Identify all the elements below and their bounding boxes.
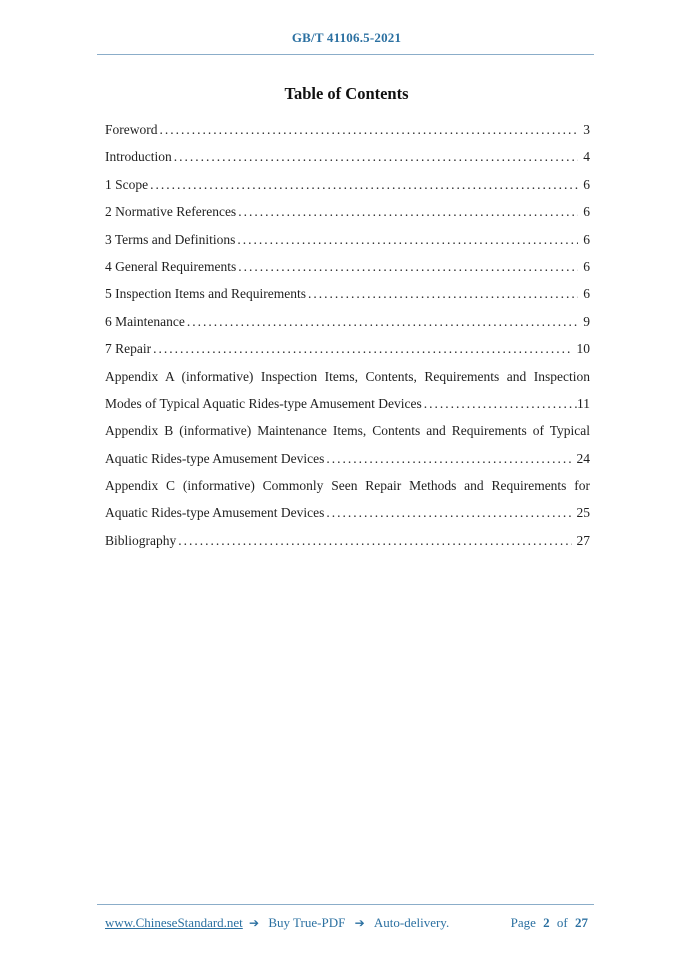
toc-entry-appendix-c-line1: Appendix C (informative) Commonly Seen Repair Methods and Requirements for — [105, 478, 590, 494]
of-label: of — [556, 915, 568, 930]
toc-page-number: 6 — [583, 258, 590, 274]
toc-entry-label: Modes of Typical Aquatic Rides-type Amusement Devices — [105, 395, 422, 411]
toc-entry-appendix-c-line2 — [105, 499, 590, 526]
footer-site-link[interactable]: www.ChineseStandard.net — [105, 915, 243, 930]
toc-entry-introduction — [105, 143, 590, 170]
dot-leader — [160, 116, 579, 143]
footer-delivery-text: Auto-delivery. — [373, 915, 450, 930]
toc-entry-label: 7 Repair — [105, 341, 152, 357]
toc-page-number: 10 — [576, 341, 590, 357]
toc-entry-appendix-b-line1: Appendix B (informative) Maintenance Items, Contents and Requirements of Typical — [105, 423, 590, 439]
footer-divider — [97, 904, 594, 905]
toc-page-number: 9 — [583, 313, 590, 329]
toc-entry-appendix-a-line2 — [105, 390, 590, 417]
toc-page-number: 6 — [583, 231, 590, 247]
toc-entry-label: 5 Inspection Items and Requirements — [105, 286, 306, 302]
toc-entry-label: Aquatic Rides-type Amusement Devices — [105, 450, 325, 466]
dot-leader — [187, 308, 578, 335]
footer — [105, 915, 590, 931]
dot-leader — [308, 280, 578, 307]
header-divider — [97, 54, 594, 55]
toc-page-number: 6 — [583, 286, 590, 302]
toc-entry-label: 6 Maintenance — [105, 313, 185, 329]
dot-leader — [238, 198, 578, 225]
toc-entry-label: Introduction — [105, 149, 172, 165]
toc-page-number: 6 — [583, 204, 590, 220]
page-total: 27 — [575, 915, 588, 930]
toc-entry-label: Foreword — [105, 122, 158, 137]
toc-entry-label: Bibliography — [105, 532, 177, 548]
toc-entry-label: 1 Scope — [105, 176, 149, 192]
arrow-right-icon: ➔ — [354, 916, 365, 930]
table-of-contents — [105, 116, 590, 554]
toc-entry-label: 4 General Requirements — [105, 258, 237, 274]
toc-entry-label: 3 Terms and Definitions — [105, 231, 236, 247]
toc-page-number: 3 — [583, 122, 590, 137]
dot-leader — [174, 143, 579, 170]
dot-leader — [153, 335, 571, 362]
toc-page-number: 6 — [583, 176, 590, 192]
toc-page-number: 25 — [576, 505, 590, 521]
toc-page-number: 11 — [577, 395, 590, 411]
toc-entry-label: Aquatic Rides-type Amusement Devices — [105, 505, 325, 521]
toc-page-number: 4 — [583, 149, 590, 165]
dot-leader — [326, 499, 571, 526]
dot-leader — [424, 390, 577, 417]
dot-leader — [237, 226, 578, 253]
arrow-right-icon: ➔ — [249, 916, 260, 930]
dot-leader — [150, 171, 578, 198]
toc-entry-inspection-items — [105, 280, 590, 307]
page-current: 2 — [543, 915, 550, 930]
page-indicator — [509, 915, 590, 931]
dot-leader — [326, 445, 571, 472]
toc-entry-terms-definitions — [105, 226, 590, 253]
toc-entry-maintenance — [105, 308, 590, 335]
toc-entry-repair — [105, 335, 590, 362]
toc-entry-normative-references — [105, 198, 590, 225]
toc-entry-label: 2 Normative References — [105, 204, 237, 220]
toc-entry-general-requirements — [105, 253, 590, 280]
toc-title: Table of Contents — [284, 84, 409, 103]
footer-promo — [105, 915, 452, 931]
header-standard-code: GB/T 41106.5-2021 — [291, 30, 402, 45]
toc-entry-bibliography — [105, 527, 590, 554]
page-label: Page — [510, 915, 536, 930]
toc-page-number: 27 — [576, 532, 590, 548]
toc-entry-appendix-b-line2 — [105, 445, 590, 472]
toc-entry-scope — [105, 171, 590, 198]
toc-entry-foreword — [105, 116, 590, 143]
dot-leader — [178, 527, 571, 554]
toc-entry-appendix-a-line1: Appendix A (informative) Inspection Items, Contents, Requirements and Inspection — [105, 368, 590, 384]
toc-page-number: 24 — [576, 450, 590, 466]
footer-buy-text: Buy True-PDF — [268, 915, 346, 930]
dot-leader — [238, 253, 578, 280]
